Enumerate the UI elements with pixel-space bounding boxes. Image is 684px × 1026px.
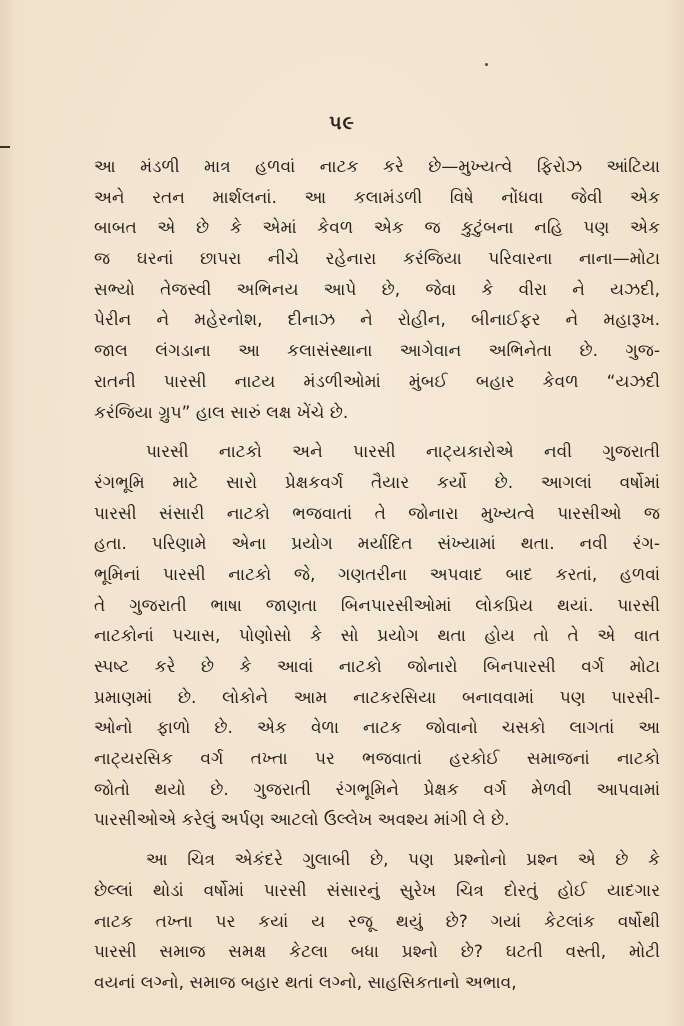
text-line: સ્પષ્ટ કરે છે કે આવાં નાટકો જોનારો બિનપારસી વર્ગ મોટા — [94, 657, 660, 677]
paragraph — [94, 437, 660, 836]
text-line: પારસી સંસારી નાટકો ભજવાતાં તે જોનારા મુખ્યત્વે પારસીઓ જ — [94, 503, 660, 524]
text-line: પારસીઓએ કરેલું અર્પણ આટલો ઉલ્લેખ અવશ્ય માંગી લે છે. — [94, 810, 510, 831]
text-line: પેરીન ને મહેરનોશ, દીનાઝ ને રોહીન, બીનાઈફર ને મહારૂખ. — [94, 310, 660, 331]
text-line: રાતની પારસી નાટય મંડળીઓમાં મુંબઈ બહાર કેવળ “યઝદી — [94, 371, 660, 392]
text-line: જાલ લંગડાના આ કલાસંસ્થાના આગેવાન અભિનેતા છે. ગુજ- — [94, 341, 660, 362]
text-line: આ ચિત્ર એકંદરે ગુલાબી છે, પણ પ્રશ્નોનો પ્રશ્ન એ છે કે — [146, 850, 660, 871]
paragraph — [94, 152, 660, 428]
text-line: પારસી સમાજ સમક્ષ કેટલા બધા પ્રશ્નો છે? ઘટતી વસ્તી, મોટી — [94, 942, 660, 963]
text-line: જોતો થયો છે. ગુજરાતી રંગભૂમિને પ્રેક્ષક વર્ગ મેળવી આપવામાં — [94, 779, 660, 800]
text-line: આ મંડળી માત્ર હળવાં નાટક કરે છે—મુખ્યત્વે ફિરોઝ આંટિયા — [94, 157, 660, 177]
text-line: ઓનો ફાળો છે. એક વેળા નાટક જોવાનો ચસકો લાગતાં આ — [94, 718, 660, 739]
text-line: કરંજિયા ગ્રુપ” હાલ સારું લક્ષ ખેંચે છે. — [94, 402, 349, 423]
paragraph — [94, 845, 660, 998]
text-line: ભૂમિનાં પારસી નાટકો જે, ગણતરીના અપવાદ બાદ કરતાં, હળવાં — [94, 564, 660, 585]
text-line: અને રતન માર્શલનાં. આ કલામંડળી વિષે નોંધવા જેવી એક — [94, 187, 660, 208]
paragraph-gap — [94, 428, 660, 437]
margin-mark — [0, 146, 10, 148]
print-speck — [485, 63, 488, 66]
text-line: નાટક તખ્તા પર કયાં ય રજૂ થયું છે? ગયાં કેટલાંક વર્ષોથી — [94, 911, 660, 932]
text-line: બાબત એ છે કે એમાં કેવળ એક જ કુટુંબના નહિ પણ એક — [94, 218, 660, 239]
text-line: નાટકોનાં પચાસ, પોણોસો કે સો પ્રયોગ થતા હોય તો તે એ વાત — [94, 626, 660, 647]
page-number: ૫૯ — [329, 112, 355, 134]
text-line: હતા. પરિણામે એના પ્રયોગ મર્યાદિત સંખ્યામાં થતા. નવી રંગ- — [94, 534, 660, 555]
text-line: રંગભૂમિ માટે સારો પ્રેક્ષકવર્ગ તૈયાર કર્યો છે. આગલાં વર્ષોમાં — [94, 472, 660, 493]
text-line: સભ્યો તેજસ્વી અભિનય આપે છે, જેવા કે વીરા ને યઝદી, — [94, 279, 660, 300]
text-line: છેલ્લાં થોડાં વર્ષોમાં પારસી સંસારનું સુરેખ ચિત્ર દોરતું હોઈ યાદગાર — [94, 880, 660, 901]
text-line: જ ઘરનાં છાપરા નીચે રહેનારા કરંજિયા પરિવારના નાના—મોટા — [94, 249, 660, 270]
text-line: તે ગુજરાતી ભાષા જાણતા બિનપારસીઓમાં લોકપ્રિય થયાં. પારસી — [94, 595, 660, 616]
paragraph-gap — [94, 836, 660, 845]
body-text — [94, 152, 660, 999]
text-line: પારસી નાટકો અને પારસી નાટ્યકારોએ નવી ગુજરાતી — [146, 442, 660, 463]
text-line: પ્રમાણમાં છે. લોકોને આમ નાટકરસિયા બનાવવામાં પણ પારસી- — [94, 687, 660, 708]
text-line: નાટ્યરસિક વર્ગ તખ્તા પર ભજવાતાં હરકોઈ સમાજનાં નાટકો — [94, 749, 660, 770]
text-line: વયનાં લગ્નો, સમાજ બહાર થતાં લગ્નો, સાહસિકતાનો અભાવ, — [94, 972, 517, 993]
